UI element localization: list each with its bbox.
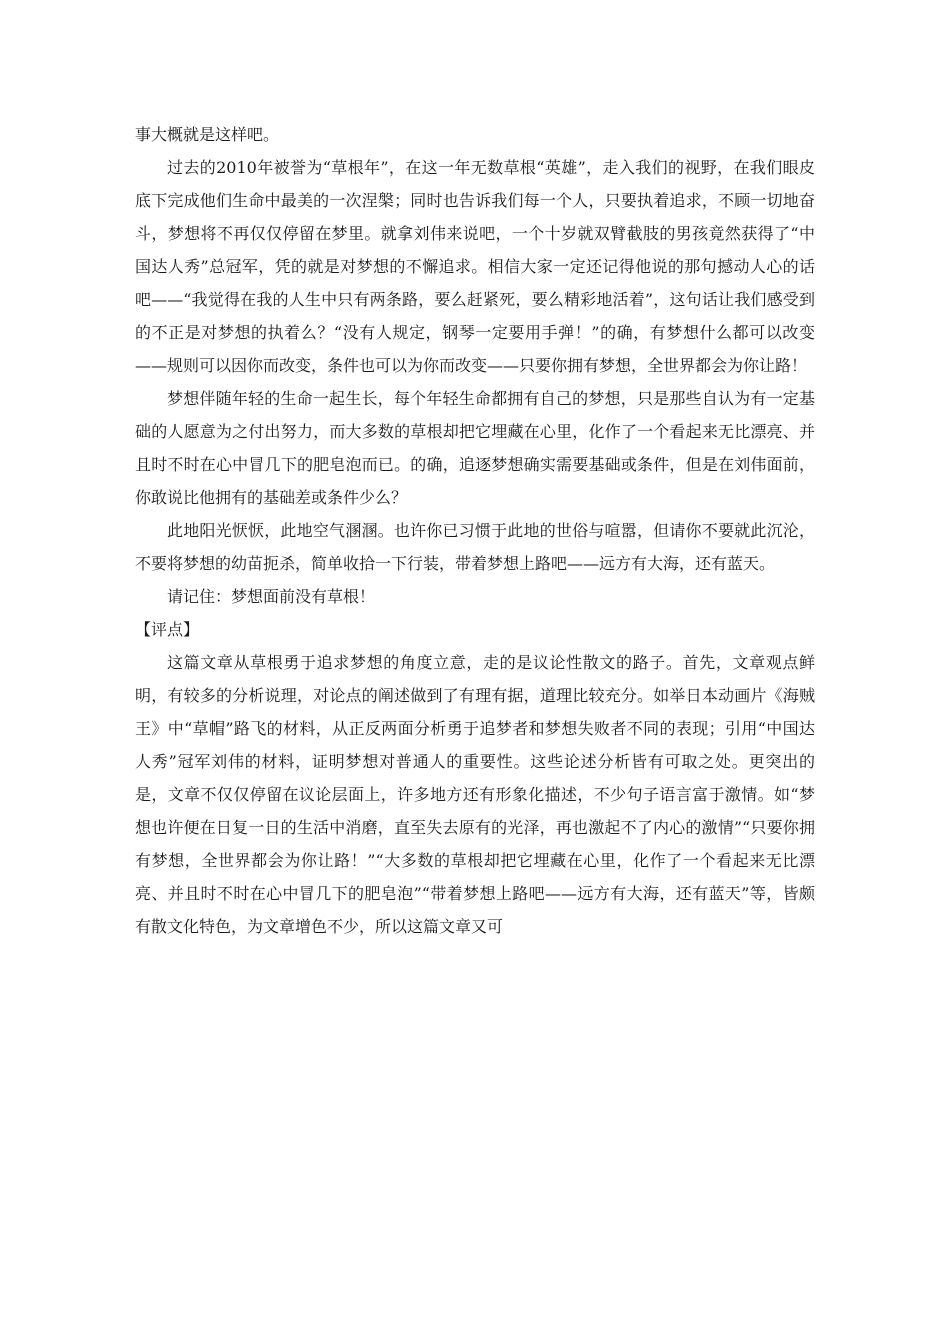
paragraph-remember: 请记住：梦想面前没有草根！ <box>167 587 376 606</box>
paragraph-continuation: 事大概就是这样吧。 <box>135 125 280 144</box>
commentary-heading: 【评点】 <box>135 620 200 639</box>
paragraph-set-out: 此地阳光恹恹，此地空气溷溷。也许你已习惯于此地的世俗与喧嚣，但请你不要就此沉沦，不要将梦想的幼苗扼杀，简单收拾一下行装，带着梦想上路吧——远方有大海，还有蓝天。 <box>135 521 815 573</box>
paragraph-grassroots-year: 过去的2010年被誉为“草根年”，在这一年无数草根“英雄”，走入我们的视野，在我们眼皮底下完成他们生命中最美的一次涅槃；同时也告诉我们每一个人，只要执着追求，不顾一切地奋斗，梦想将不再仅仅停留在梦里。就拿刘伟来说吧，一个十岁就双臂截肢的男孩竟然获得了“中国达人秀”总冠军，凭的就是对梦想的不懈追求。相信大家一定还记得他说的那句撼动人心的话吧——“我觉得在我的人生中只有两条路，要么赶紧死，要么精彩地活着”，这句话让我们感受到的不正是对梦想的执着么？“没有人规定，钢琴一定要用手弹！”的确，有梦想什么都可以改变——规则可以因你而改变，条件也可以为你而改变——只要你拥有梦想，全世界都会为你让路！ <box>135 158 815 375</box>
document-body <box>135 118 815 943</box>
paragraph-commentary: 这篇文章从草根勇于追求梦想的角度立意，走的是议论性散文的路子。首先，文章观点鲜明，有较多的分析说理，对论点的阐述做到了有理有据，道理比较充分。如举日本动画片《海贼王》中“草帽”路飞的材料，从正反两面分析勇于追梦者和梦想失败者不同的表现；引用“中国达人秀”冠军刘伟的材料，证明梦想对普通人的重要性。这些论述分析皆有可取之处。更突出的是，文章不仅仅停留在议论层面上，许多地方还有形象化描述，不少句子语言富于激情。如“梦想也许便在日复一日的生活中消磨，直至失去原有的光泽，再也激起不了内心的激情”“只要你拥有梦想，全世界都会为你让路！”“大多数的草根却把它埋藏在心里，化作了一个看起来无比漂亮、并且时不时在心中冒几下的肥皂泡”“带着梦想上路吧——远方有大海，还有蓝天”等，皆颇有散文化特色，为文章增色不少，所以这篇文章又可 <box>135 653 815 936</box>
paragraph-dream-grows: 梦想伴随年轻的生命一起生长，每个年轻生命都拥有自己的梦想，只是那些自认为有一定基础的人愿意为之付出努力，而大多数的草根却把它埋藏在心里，化作了一个看起来无比漂亮、并且时不时在心中冒几下的肥皂泡而已。的确，追逐梦想确实需要基础或条件，但是在刘伟面前，你敢说比他拥有的基础差或条件少么？ <box>135 389 815 507</box>
